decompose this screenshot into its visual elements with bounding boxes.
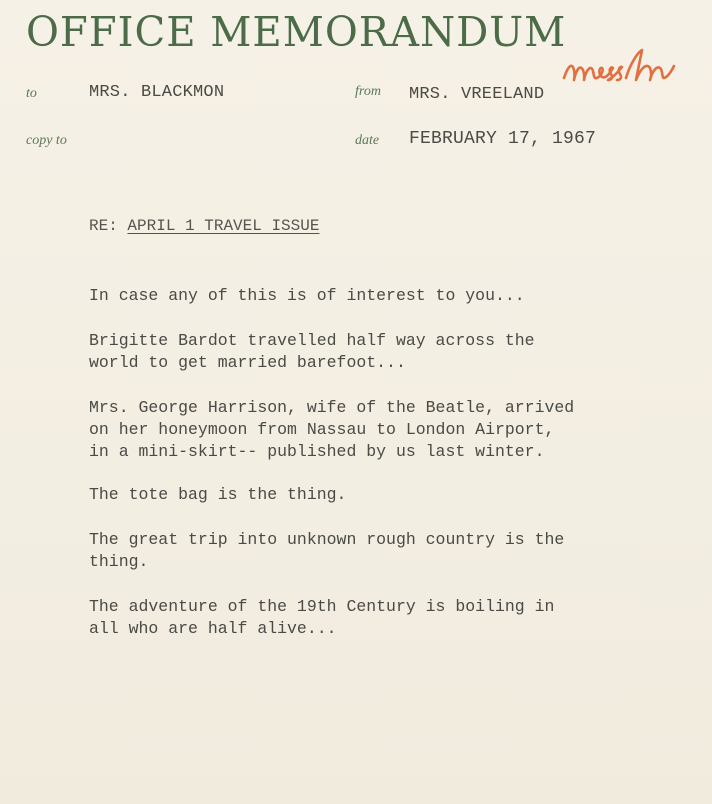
paragraph-text: In case any of this is of interest to you... [89, 286, 525, 305]
to-label: to [26, 86, 37, 101]
paragraph-text: The great trip into unknown rough country is the thing. [89, 530, 565, 571]
memo-masthead: OFFICE MEMORANDUM [26, 8, 567, 56]
from-value: MRS. VREELAND [409, 85, 545, 104]
memo-paragraph-6 [89, 596, 689, 640]
from-label: from [355, 84, 381, 99]
handwritten-initials [560, 40, 700, 90]
memo-paragraph-3 [89, 397, 689, 463]
re-line [89, 217, 319, 235]
re-prefix: RE: [89, 217, 118, 235]
paragraph-text: The tote bag is the thing. [89, 485, 347, 504]
memo-paragraph-4 [89, 484, 689, 506]
memo-paragraph-5 [89, 529, 689, 573]
paragraph-text: Brigitte Bardot travelled half way across the world to get married barefoot... [89, 331, 535, 372]
re-subject: APRIL 1 TRAVEL ISSUE [127, 217, 320, 235]
copy-to-label: copy to [26, 133, 67, 148]
memo-paragraph-2 [89, 330, 689, 374]
date-label: date [355, 133, 380, 148]
paragraph-text: Mrs. George Harrison, wife of the Beatle, arrived on her honeymoon from Nassau to London Airport, in a mini-skirt-- published by us last winter. [89, 398, 575, 461]
date-value: FEBRUARY 17, 1967 [409, 129, 597, 149]
memo-paragraph-1 [89, 285, 689, 307]
paragraph-text: The adventure of the 19th Century is boiling in all who are half alive... [89, 597, 555, 638]
to-value: MRS. BLACKMON [89, 83, 225, 102]
